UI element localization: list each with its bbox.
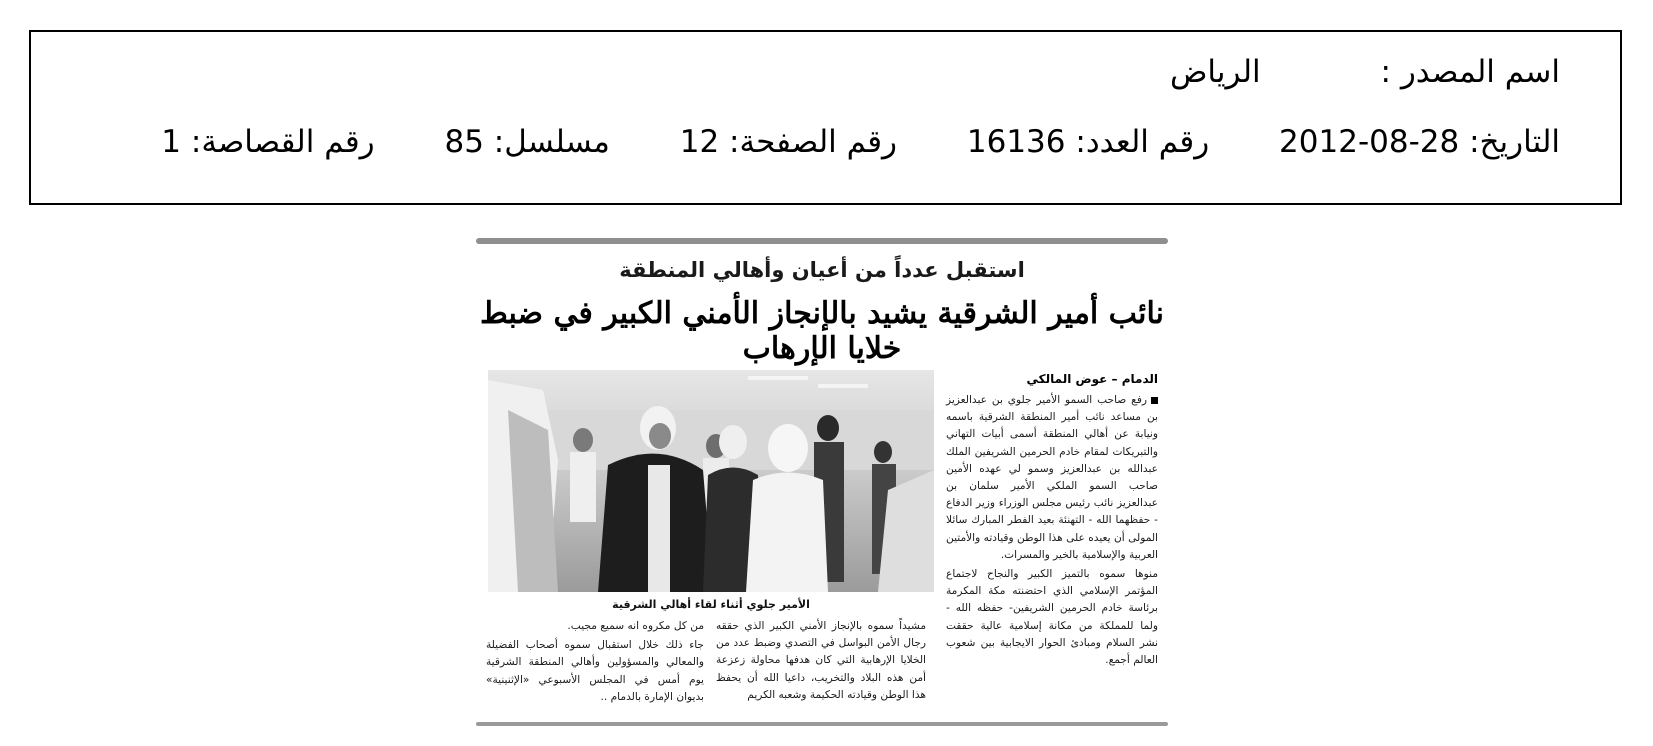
- source-row: [1170, 54, 1560, 90]
- source-value: الرياض: [1169, 54, 1261, 90]
- source-label: اسم المصدر :: [1380, 54, 1560, 90]
- article-column-left: [486, 618, 704, 708]
- paragraph: منوها سموه بالتميز الكبير والنجاح لاجتماع المؤتمر الإسلامي الذي احتضنته مكة المكرمة برئاسة خادم الحرمين الشريفين- حفظه الله - ولما للمملكة من مكانة إسلامية عالية حققت نشر السلام ومبادئ الحوار الايجابية بين شعوب العالم أجمع.: [946, 568, 1158, 667]
- top-rule: [476, 238, 1168, 244]
- details-row: [161, 124, 1560, 160]
- date-field: التاريخ: 28-08-2012: [1279, 124, 1560, 160]
- photo-illustration: [488, 370, 934, 592]
- paragraph: جاء ذلك خلال استقبال سموه أصحاب الفضيلة والمعالي والمسؤولين وأهالي المنطقة الشرقية يوم أمس في المجلس الأسبوعي «الإثنينية» بديوان الإمارة بالدمام ..: [486, 639, 704, 703]
- paragraph: من كل مكروه انه سميع مجيب.: [567, 620, 704, 632]
- page-number-field: رقم الصفحة: 12: [679, 124, 898, 160]
- serial-field: مسلسل: 85: [444, 124, 610, 160]
- article-column-middle: [716, 618, 926, 706]
- newspaper-clipping: [476, 238, 1168, 728]
- paragraph: [946, 392, 1158, 564]
- clip-number-field: رقم القصاصة: 1: [161, 124, 375, 160]
- photo-caption: الأمير جلوي أثناء لقاء أهالي الشرقية: [612, 598, 810, 611]
- article-kicker: استقبل عدداً من أعيان وأهالي المنطقة: [619, 258, 1025, 282]
- clipping-metadata-box: [29, 30, 1622, 205]
- bottom-rule: [476, 722, 1168, 726]
- article-byline: الدمام – عوض المالكي: [1026, 372, 1158, 386]
- issue-number-field: رقم العدد: 16136: [966, 124, 1210, 160]
- article-column-right: [946, 392, 1158, 671]
- article-headline: نائب أمير الشرقية يشيد بالإنجاز الأمني الكبير في ضبط خلايا الإرهاب: [480, 296, 1164, 366]
- article-photo: [488, 370, 934, 592]
- bullet-icon: [1151, 397, 1158, 404]
- paragraph-text: رفع صاحب السمو الأمير جلوي بن عبدالعزيز بن مساعد نائب أمير المنطقة الشرقية باسمه ونيابة عن أهالي المنطقة أسمى أبيات التهاني والتبريكات لمقام خادم الحرمين الشريفين الملك عبدالله بن عبدالعزيز وسمو لي عهده الأمين صاحب السمو الملكي الأمير سلمان بن عبدالعزيز نائب رئيس مجلس الوزراء وزير الدفاع - حفظهما الله - التهنئة بعيد الفطر المبارك سائلا المولى أن يعيده على هذا الوطن وقيادته والأمتين العربية والإسلامية بالخير والمسرات.: [946, 394, 1158, 561]
- paragraph: مشيداً سموه بالإنجاز الأمني الكبير الذي حققه رجال الأمن البواسل في التصدي وضبط عدد من الخلايا الإرهابية التي كان هدفها محاولة زعزعة أمن هذه البلاد والتخريب، داعيا الله أن يحفظ هذا الوطن وقيادته الحكيمة وشعبه الكريم: [716, 620, 926, 701]
